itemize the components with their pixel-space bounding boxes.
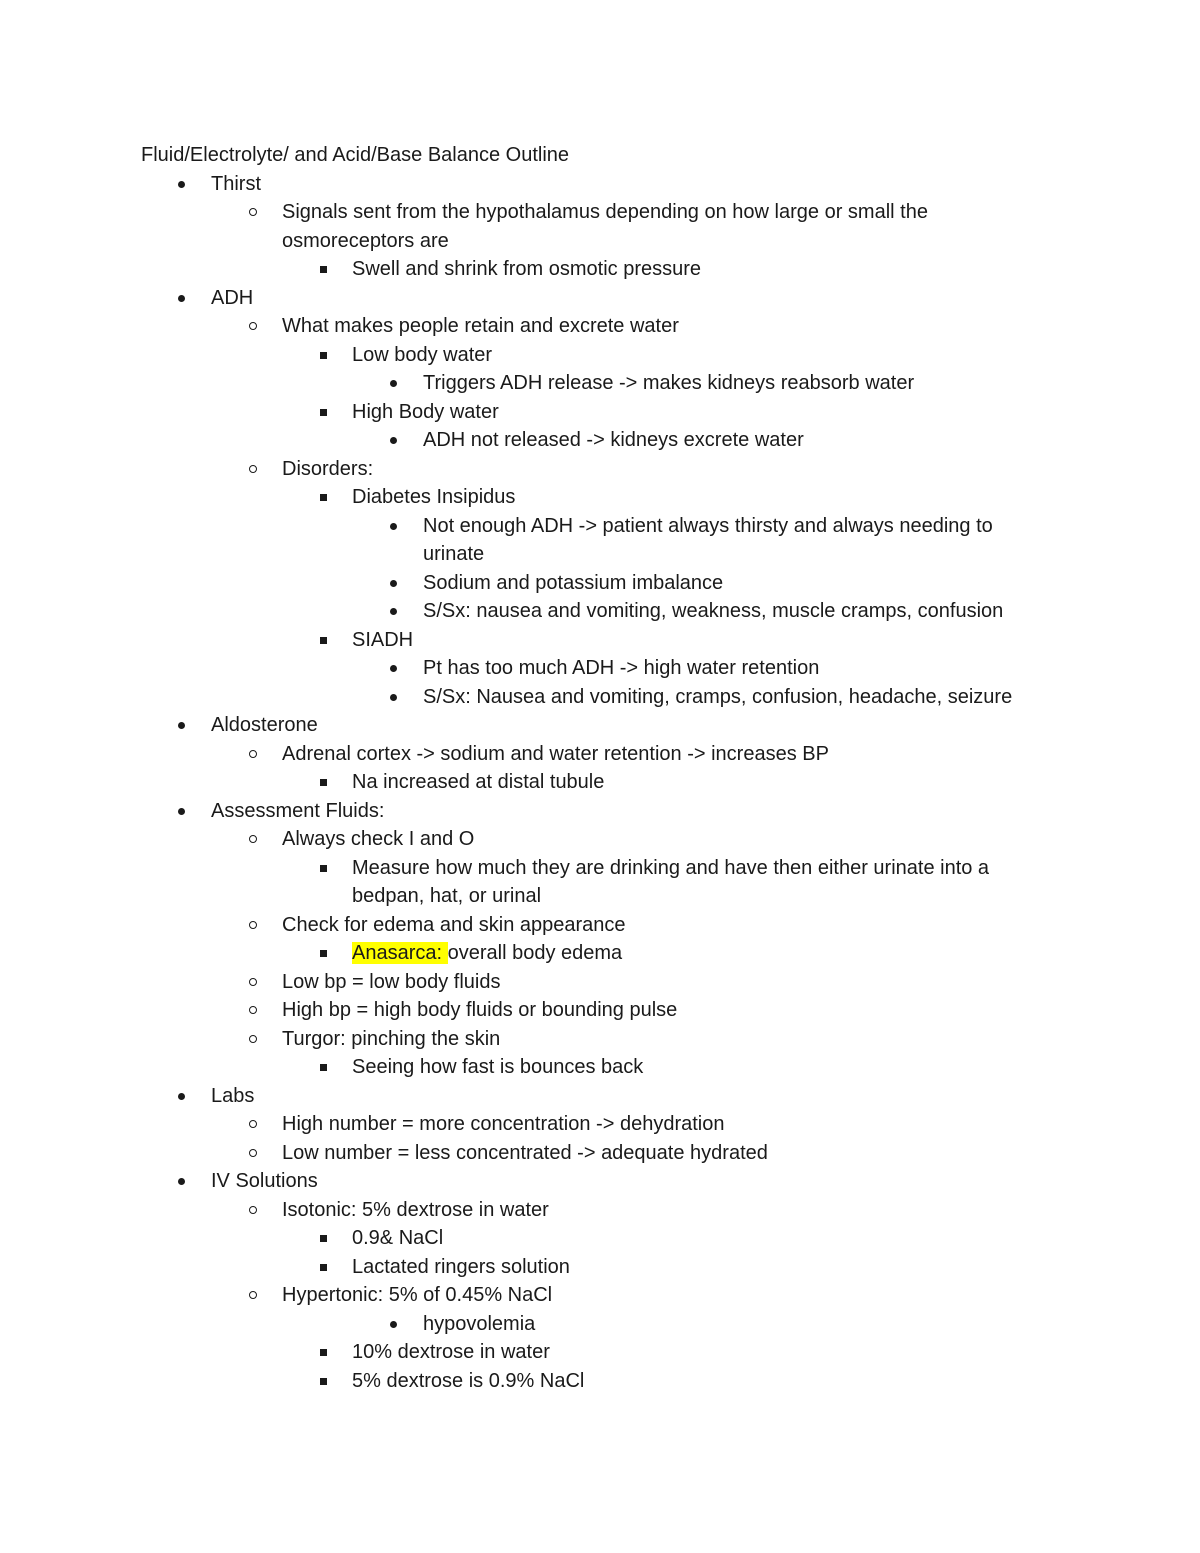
bullet-dot-icon [178,797,208,826]
bullet-circle-icon [249,1196,279,1225]
bullet-circle-icon [249,1110,279,1139]
highlighted-term: Anasarca: [352,942,448,964]
bullet-circle-icon [249,198,279,227]
list-item-text: Always check I and O [282,828,475,850]
list-item-text: S/Sx: Nausea and vomiting, cramps, confusion, headache, seizure [423,685,1013,708]
list-item-level-2 [0,996,1200,1025]
list-item-level-3 [0,1224,1200,1253]
list-item-level-2 [0,911,1200,940]
list-item-text: High bp = high body fluids or bounding pulse [282,999,678,1021]
list-item-level-3 [0,1053,1200,1082]
bullet-dot-icon [390,1310,420,1339]
bullet-circle-icon [249,455,279,484]
list-item-text: Low number = less concentrated -> adequate hydrated [282,1141,768,1164]
list-item-text: Assessment Fluids: [211,799,385,822]
bullet-dot-icon [390,369,420,398]
list-item-level-2 [0,1196,1200,1225]
list-item-level-1 [0,1082,1200,1111]
list-item-level-2 [0,740,1200,769]
document-title: Fluid/Electrolyte/ and Acid/Base Balance Outline [141,144,570,166]
list-item-text: Check for edema and skin appearance [282,913,626,936]
list-item-text: ADH not released -> kidneys excrete water [423,429,804,451]
bullet-square-icon [319,626,349,655]
list-item-level-1 [0,1167,1200,1196]
bullet-circle-icon [249,996,279,1025]
bullet-circle-icon [249,1139,279,1168]
list-item-text: Sodium and potassium imbalance [423,571,724,594]
list-item-text: Thirst [211,172,261,195]
list-item-level-2 [0,1281,1200,1310]
list-item-continuation [0,540,1200,569]
list-item-level-2 [0,825,1200,854]
list-item-continuation [0,882,1200,911]
list-item-text: Diabetes Insipidus [352,486,516,508]
list-item-text: Turgor: pinching the skin [282,1027,501,1050]
bullet-dot-icon [178,1082,208,1111]
list-item-text: Pt has too much ADH -> high water retention [423,657,820,679]
bullet-dot-icon [390,597,420,626]
list-item-level-4 [0,369,1200,398]
bullet-square-icon [319,483,349,512]
bullet-square-icon [319,1253,349,1282]
list-item-level-3 [0,1253,1200,1282]
bullet-square-icon [319,939,349,968]
list-item-level-1 [0,170,1200,199]
bullet-square-icon [319,1224,349,1253]
list-item-text: What makes people retain and excrete water [282,315,679,337]
list-item-text: Low body water [352,343,493,366]
bullet-square-icon [319,398,349,427]
list-item-rest-text: overall body edema [447,942,623,964]
bullet-circle-icon [249,1281,279,1310]
bullet-square-icon [319,854,349,883]
list-item-continuation [0,227,1200,256]
list-item-level-2 [0,1110,1200,1139]
list-item-text: Isotonic: 5% dextrose in water [282,1198,549,1221]
bullet-square-icon [319,341,349,370]
list-item-text: Aldosterone [211,714,318,736]
list-item-level-2 [0,968,1200,997]
list-item-text: urinate [423,543,485,565]
list-item-text: Seeing how fast is bounces back [352,1056,644,1078]
list-item-level-1 [0,284,1200,313]
bullet-dot-icon [390,654,420,683]
list-item-level-2 [0,1139,1200,1168]
list-item-text: Swell and shrink from osmotic pressure [352,258,702,280]
list-item-level-4 [0,426,1200,455]
list-item-level-4 [0,654,1200,683]
bullet-dot-icon [390,569,420,598]
list-item-level-3 [0,768,1200,797]
bullet-square-icon [319,768,349,797]
bullet-circle-icon [249,312,279,341]
list-item-level-4 [0,1310,1200,1339]
list-item-text: Disorders: [282,457,374,480]
bullet-square-icon [319,1367,349,1396]
list-item-text: 10% dextrose in water [352,1341,550,1363]
list-item-text: High number = more concentration -> dehydration [282,1113,725,1135]
list-item-level-1 [0,711,1200,740]
bullet-dot-icon [178,1167,208,1196]
list-item-text: Adrenal cortex -> sodium and water retention -> increases BP [282,742,829,765]
list-item-text: S/Sx: nausea and vomiting, weakness, muscle cramps, confusion [423,600,1004,622]
bullet-square-icon [319,1053,349,1082]
list-item-text: Low bp = low body fluids [282,970,501,993]
list-item-text: Na increased at distal tubule [352,771,605,793]
list-item-text: bedpan, hat, or urinal [352,885,542,907]
list-item-text: IV Solutions [211,1170,318,1192]
list-item-text: Labs [211,1084,255,1107]
bullet-dot-icon [390,683,420,712]
list-item-level-4 [0,683,1200,712]
list-item-level-2 [0,312,1200,341]
list-item-text [352,939,622,968]
bullet-circle-icon [249,911,279,940]
bullet-square-icon [319,1338,349,1367]
list-item-level-3 [0,1367,1200,1396]
bullet-dot-icon [390,426,420,455]
list-item-level-4 [0,569,1200,598]
list-item-level-3 [0,255,1200,284]
list-item-text: Hypertonic: 5% of 0.45% NaCl [282,1284,553,1306]
bullet-dot-icon [178,284,208,313]
bullet-circle-icon [249,740,279,769]
list-item-text: osmoreceptors are [282,229,449,252]
list-item-level-3 [0,626,1200,655]
list-item-level-2 [0,198,1200,227]
list-item-text: hypovolemia [423,1312,536,1335]
list-item-level-4 [0,512,1200,541]
list-item-level-2 [0,1025,1200,1054]
bullet-dot-icon [390,512,420,541]
list-item-text: 0.9& NaCl [352,1227,444,1249]
list-item-level-3 [0,1338,1200,1367]
list-item-text: Not enough ADH -> patient always thirsty and always needing to [423,514,993,537]
list-item-text: Measure how much they are drinking and have then either urinate into a [352,856,990,879]
bullet-dot-icon [178,711,208,740]
list-item-level-3 [0,854,1200,883]
list-item-level-3 [0,341,1200,370]
list-item-level-3 [0,398,1200,427]
list-item-level-1 [0,797,1200,826]
list-item-text: ADH [211,286,254,309]
list-item-text: Lactated ringers solution [352,1255,570,1278]
list-item-text: High Body water [352,400,499,423]
list-item-text: SIADH [352,628,414,651]
list-item-text: Triggers ADH release -> makes kidneys reabsorb water [423,372,915,394]
list-item-level-3 [0,483,1200,512]
bullet-circle-icon [249,825,279,854]
list-item-level-4 [0,597,1200,626]
bullet-dot-icon [178,170,208,199]
list-item-text: 5% dextrose is 0.9% NaCl [352,1369,585,1392]
list-item-level-2 [0,455,1200,484]
list-item-text: Signals sent from the hypothalamus depending on how large or small the [282,201,928,223]
list-item-level-3 [0,939,1200,968]
bullet-square-icon [319,255,349,284]
bullet-circle-icon [249,968,279,997]
bullet-circle-icon [249,1025,279,1054]
